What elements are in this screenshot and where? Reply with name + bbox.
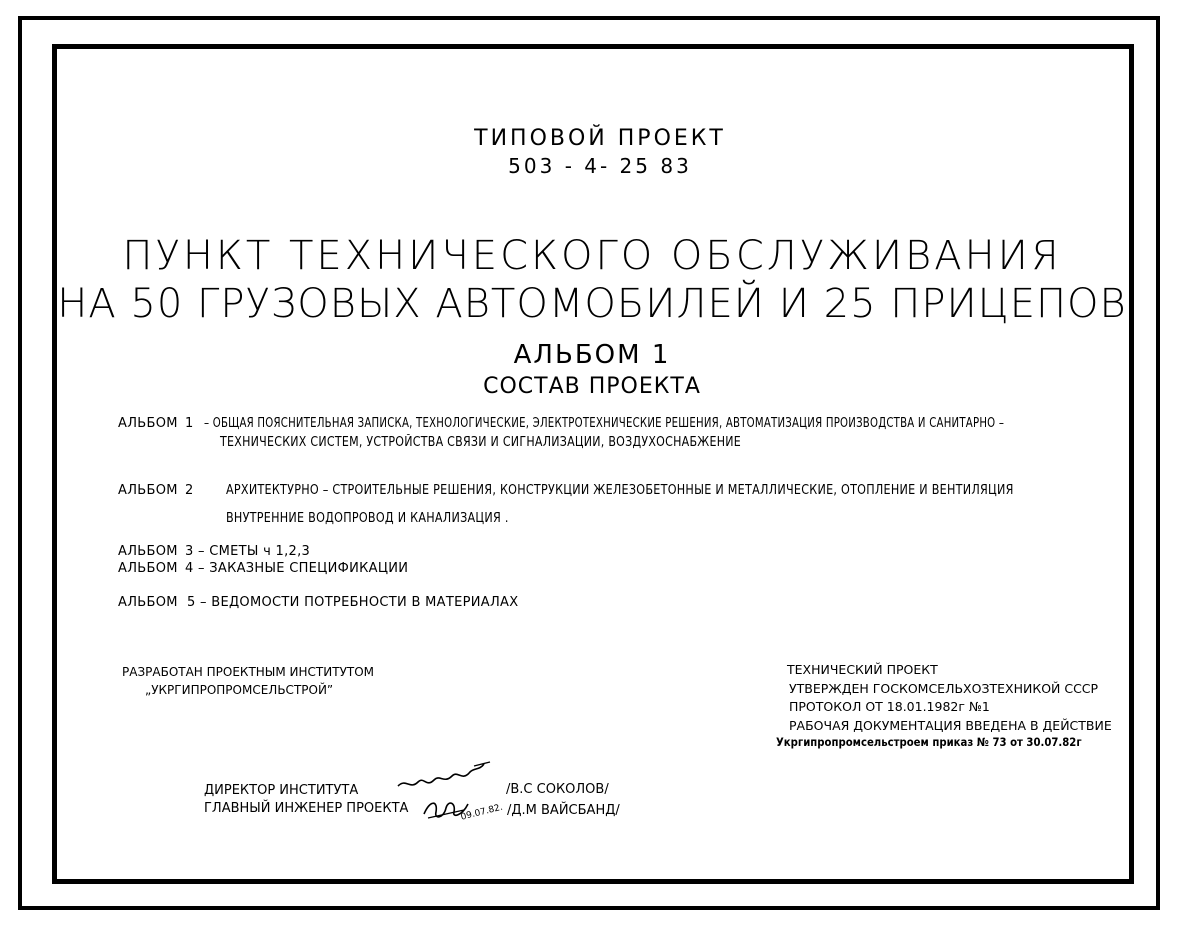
title-line-2: НА 50 ГРУЗОВЫХ АВТОМОБИЛЕЙ И 25 ПРИЦЕПОВ — [57, 281, 1127, 327]
chief-engineer-name: /Д.М ВАЙСБАНД/ — [507, 803, 620, 818]
director-signature — [396, 760, 492, 794]
album-2-description-line-2: ВНУТРЕННИЕ ВОДОПРОВОД И КАНАЛИЗАЦИЯ . — [226, 511, 509, 526]
album-1-description-line-1: – ОБЩАЯ ПОЯСНИТЕЛЬНАЯ ЗАПИСКА, ТЕХНОЛОГИЧЕСКИЕ, ЭЛЕКТРОТЕХНИЧЕСКИЕ РЕШЕНИЯ, АВТОМАТИЗАЦИЯ ПРОИЗВОДСТВА И САНИТАРНО – — [204, 416, 1005, 431]
album-4-description: 4 – ЗАКАЗНЫЕ СПЕЦИФИКАЦИИ — [185, 561, 409, 576]
album-3-label: АЛЬБОМ — [118, 544, 178, 559]
signature-date: 09.07.82. — [459, 802, 504, 823]
developer-line-2: „УКРГИПРОПРОМСЕЛЬСТРОЙ” — [145, 683, 334, 697]
album-5-description: 5 – ВЕДОМОСТИ ПОТРЕБНОСТИ В МАТЕРИАЛАХ — [187, 595, 519, 610]
album-5-label: АЛЬБОМ — [118, 595, 178, 610]
developer-line-1: РАЗРАБОТАН ПРОЕКТНЫМ ИНСТИТУТОМ — [122, 665, 375, 679]
chief-engineer-role: ГЛАВНЫЙ ИНЖЕНЕР ПРОЕКТА — [204, 801, 409, 816]
approval-line-2: УТВЕРЖДЕН ГОСКОМСЕЛЬХОЗТЕХНИКОЙ СССР — [789, 681, 1099, 696]
title-line-1: ПУНКТ ТЕХНИЧЕСКОГО ОБСЛУЖИВАНИЯ — [122, 233, 1062, 279]
approval-line-5: Укргипропромсельстроем приказ № 73 от 30.07.82г — [776, 735, 1082, 749]
album-2-label: АЛЬБОМ — [118, 483, 178, 498]
approval-line-4: РАБОЧАЯ ДОКУМЕНТАЦИЯ ВВЕДЕНА В ДЕЙСТВИЕ — [789, 718, 1112, 733]
album-4-label: АЛЬБОМ — [118, 561, 178, 576]
project-series: ТИПОВОЙ ПРОЕКТ — [474, 126, 726, 151]
album-title: АЛЬБОМ 1 — [513, 340, 671, 370]
album-1-label: АЛЬБОМ — [118, 416, 178, 431]
album-1-description-line-2: ТЕХНИЧЕСКИХ СИСТЕМ, УСТРОЙСТВА СВЯЗИ И СИГНАЛИЗАЦИИ, ВОЗДУХОСНАБЖЕНИЕ — [220, 435, 742, 450]
approval-line-3: ПРОТОКОЛ ОТ 18.01.1982г №1 — [789, 699, 990, 714]
album-2-number: 2 — [185, 483, 194, 498]
project-code: 503 - 4- 25 83 — [508, 154, 692, 178]
album-2-description-line-1: АРХИТЕКТУРНО – СТРОИТЕЛЬНЫЕ РЕШЕНИЯ, КОНСТРУКЦИИ ЖЕЛЕЗОБЕТОННЫЕ И МЕТАЛЛИЧЕСКИЕ, ОТОПЛЕНИЕ И ВЕНТИЛЯЦИЯ — [226, 483, 1014, 498]
director-role: ДИРЕКТОР ИНСТИТУТА — [204, 783, 359, 798]
album-3-description: 3 – СМЕТЫ ч 1,2,3 — [185, 544, 311, 559]
composition-heading: СОСТАВ ПРОЕКТА — [483, 374, 701, 399]
album-1-number: 1 — [185, 416, 194, 431]
approval-line-1: ТЕХНИЧЕСКИЙ ПРОЕКТ — [787, 662, 938, 677]
director-name: /В.С СОКОЛОВ/ — [506, 782, 609, 797]
